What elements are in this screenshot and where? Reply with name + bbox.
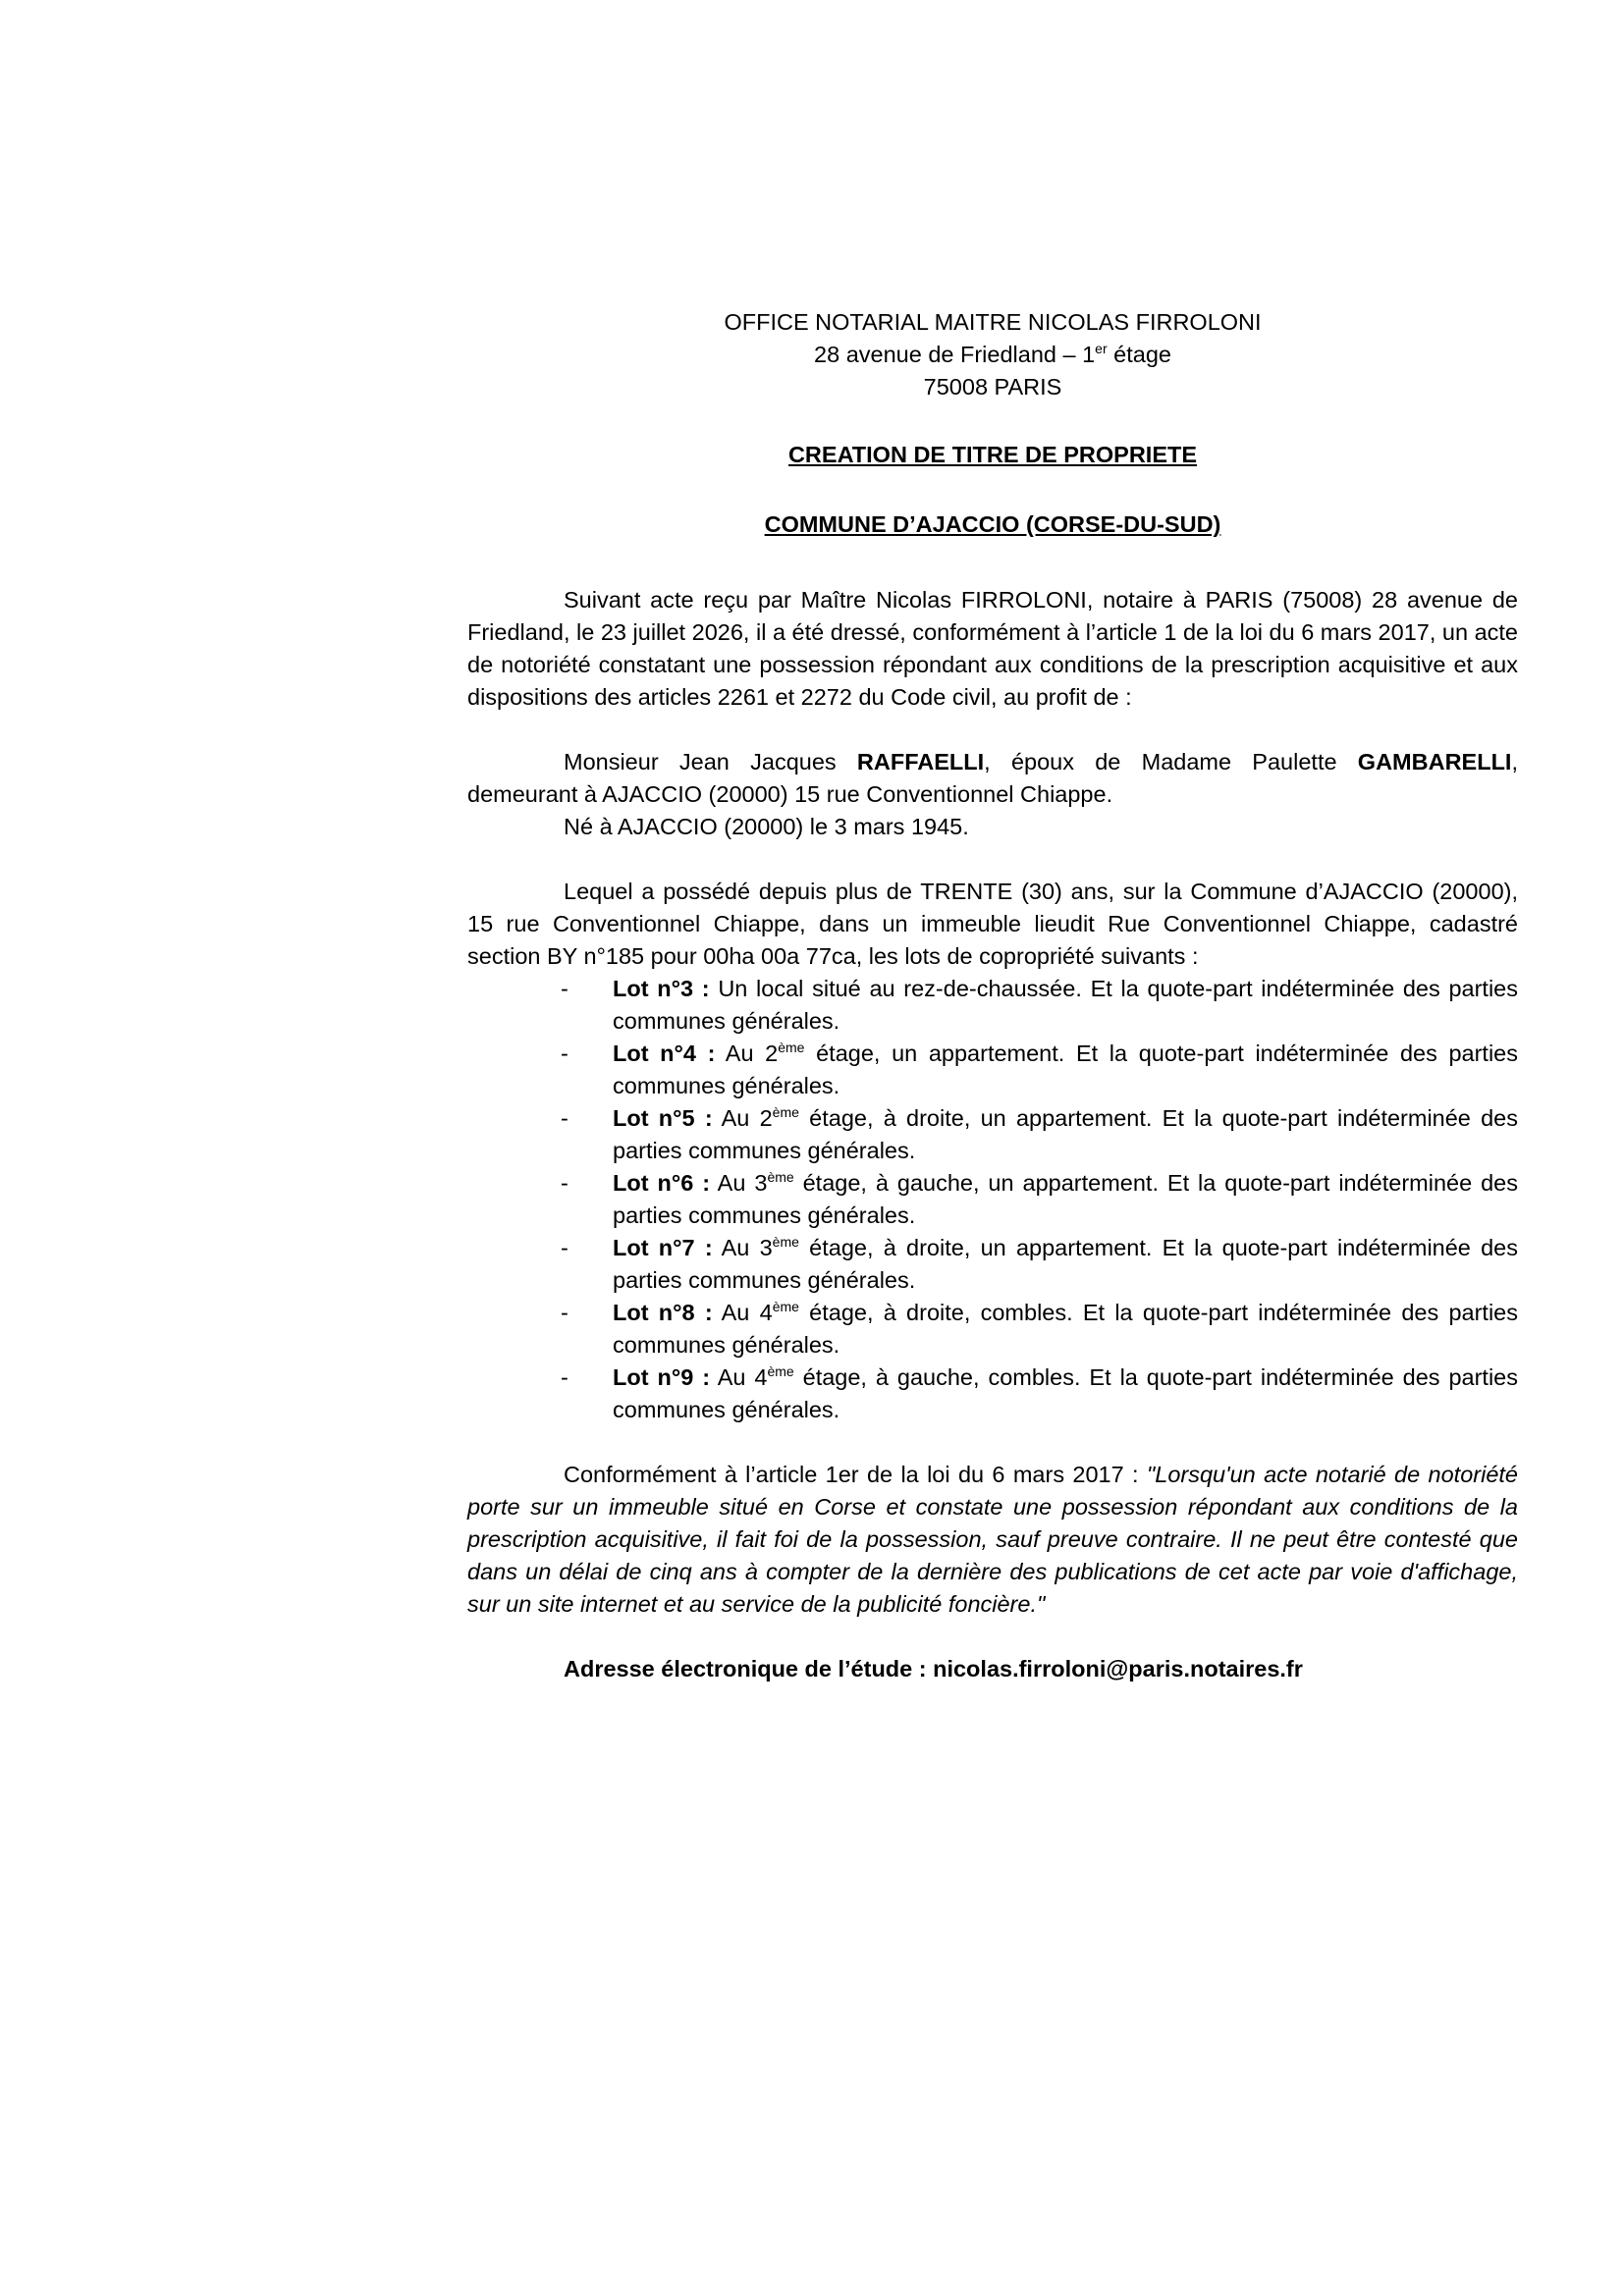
lot-description-end: étage, à gauche, combles. Et la quote-part indéterminée des parties communes générales. (613, 1364, 1519, 1422)
commune-title: COMMUNE D’AJACCIO (CORSE-DU-SUD) (764, 511, 1221, 537)
lot-item (467, 1167, 1518, 1232)
lot-dash: - (561, 1364, 568, 1390)
beneficiary-prefix: Monsieur Jean Jacques (564, 749, 857, 774)
spouse-surname: GAMBARELLI (1357, 749, 1512, 774)
office-address-suffix: étage (1107, 342, 1171, 367)
lot-description-end: étage, un appartement. Et la quote-part indéterminée des parties communes générales. (613, 1041, 1518, 1098)
lot-item (467, 973, 1518, 1038)
lot-floor-sup: ème (767, 1169, 794, 1185)
document-content (467, 306, 1518, 1685)
lot-label: Lot n°9 : (613, 1364, 711, 1390)
lot-dash: - (561, 1235, 568, 1260)
lot-dash: - (561, 1105, 568, 1131)
legal-quote: "Lorsqu'un acte notarié de notoriété porte sur un immeuble situé en Corse et constate une possession répondant aux conditions de la prescription acquisitive, il fait foi de la possession, sauf preuve contraire. Il ne peut être contesté que dans un délai de cinq ans à compter de la dernière des publications de cet acte par voie d'affichage, sur un site internet et au service de la publicité foncière." (467, 1462, 1518, 1617)
lot-item (467, 1232, 1518, 1297)
office-address-prefix: 28 avenue de Friedland – 1 (814, 342, 1096, 367)
lot-dash: - (561, 976, 568, 1001)
lot-description-end: étage, à droite, combles. Et la quote-part indéterminée des parties communes générales. (613, 1300, 1519, 1358)
lot-label: Lot n°7 : (613, 1235, 713, 1260)
lot-item (467, 1362, 1518, 1426)
document-title: CREATION DE TITRE DE PROPRIETE (787, 442, 1198, 467)
beneficiary-surname: RAFFAELLI (856, 749, 985, 774)
lot-floor-sup: ème (767, 1363, 794, 1379)
office-name: OFFICE NOTARIAL MAITRE NICOLAS FIRROLONI (724, 309, 1262, 335)
lots-list (467, 973, 1518, 1426)
legal-intro: Conformément à l’article 1er de la loi du 6 mars 2017 : (564, 1462, 1147, 1487)
office-city: 75008 PARIS (923, 374, 1062, 400)
lot-dash: - (561, 1170, 568, 1196)
legal-paragraph (467, 1459, 1518, 1621)
lot-label: Lot n°8 : (613, 1300, 713, 1325)
birth-line: Né à AJACCIO (20000) le 3 mars 1945. (564, 814, 969, 839)
lot-description-start: Au 2 (712, 1105, 773, 1131)
office-header (467, 306, 1518, 403)
lot-floor-sup: ème (772, 1234, 799, 1250)
lot-label: Lot n°6 : (613, 1170, 711, 1196)
office-address (467, 339, 1518, 371)
lot-floor-sup: ème (772, 1104, 799, 1120)
beneficiary-paragraph (467, 746, 1518, 811)
lot-item (467, 1102, 1518, 1167)
lot-description-end: étage, à droite, un appartement. Et la quote-part indéterminée des parties communes générales. (613, 1105, 1518, 1163)
lot-floor-sup: ème (778, 1040, 805, 1055)
lot-description-end: étage, à droite, un appartement. Et la quote-part indéterminée des parties communes générales. (613, 1235, 1518, 1293)
lot-label: Lot n°5 : (613, 1105, 713, 1131)
possession-paragraph: Lequel a possédé depuis plus de TRENTE (30) ans, sur la Commune d’AJACCIO (20000), 15 rue Conventionnel Chiappe, dans un immeuble lieudit Rue Conventionnel Chiappe, cadastré section BY n°185 pour 00ha 00a 77ca, les lots de copropriété suivants : (467, 879, 1518, 969)
lot-description-start: Au 4 (710, 1364, 768, 1390)
lot-dash: - (561, 1041, 568, 1066)
intro-paragraph: Suivant acte reçu par Maître Nicolas FIRROLONI, notaire à PARIS (75008) 28 avenue de Friedland, le 23 juillet 2026, il a été dressé, conformément à l’article 1 de la loi du 6 mars 2017, un acte de notoriété constatant une possession répondant aux conditions de la prescription acquisitive et aux dispositions des articles 2261 et 2272 du Code civil, au profit de : (467, 587, 1518, 710)
lot-description-start: Au 2 (715, 1041, 779, 1066)
lot-label: Lot n°4 : (613, 1041, 716, 1066)
lot-description-start: Un local situé au rez-de-chaussée (709, 976, 1076, 1001)
lot-description-start: Au 3 (712, 1235, 773, 1260)
lot-description-start: Au 3 (710, 1170, 768, 1196)
lot-description-end: étage, à gauche, un appartement. Et la quote-part indéterminée des parties communes générales. (613, 1170, 1518, 1228)
beneficiary-address: , demeurant à AJACCIO (20000) 15 rue Conventionnel Chiappe. (467, 749, 1518, 807)
lot-item (467, 1297, 1518, 1362)
lot-label: Lot n°3 : (613, 976, 710, 1001)
office-address-sup: er (1095, 341, 1108, 356)
lot-item (467, 1038, 1518, 1102)
lot-dash: - (561, 1300, 568, 1325)
lot-floor-sup: ème (772, 1299, 799, 1314)
lot-description-start: Au 4 (712, 1300, 773, 1325)
office-email-line: Adresse électronique de l’étude : nicolas.firroloni@paris.notaires.fr (564, 1656, 1303, 1682)
lot-description-end: . Et la quote-part indéterminée des parties communes générales. (613, 976, 1518, 1034)
beneficiary-middle: , époux de Madame Paulette (984, 749, 1358, 774)
